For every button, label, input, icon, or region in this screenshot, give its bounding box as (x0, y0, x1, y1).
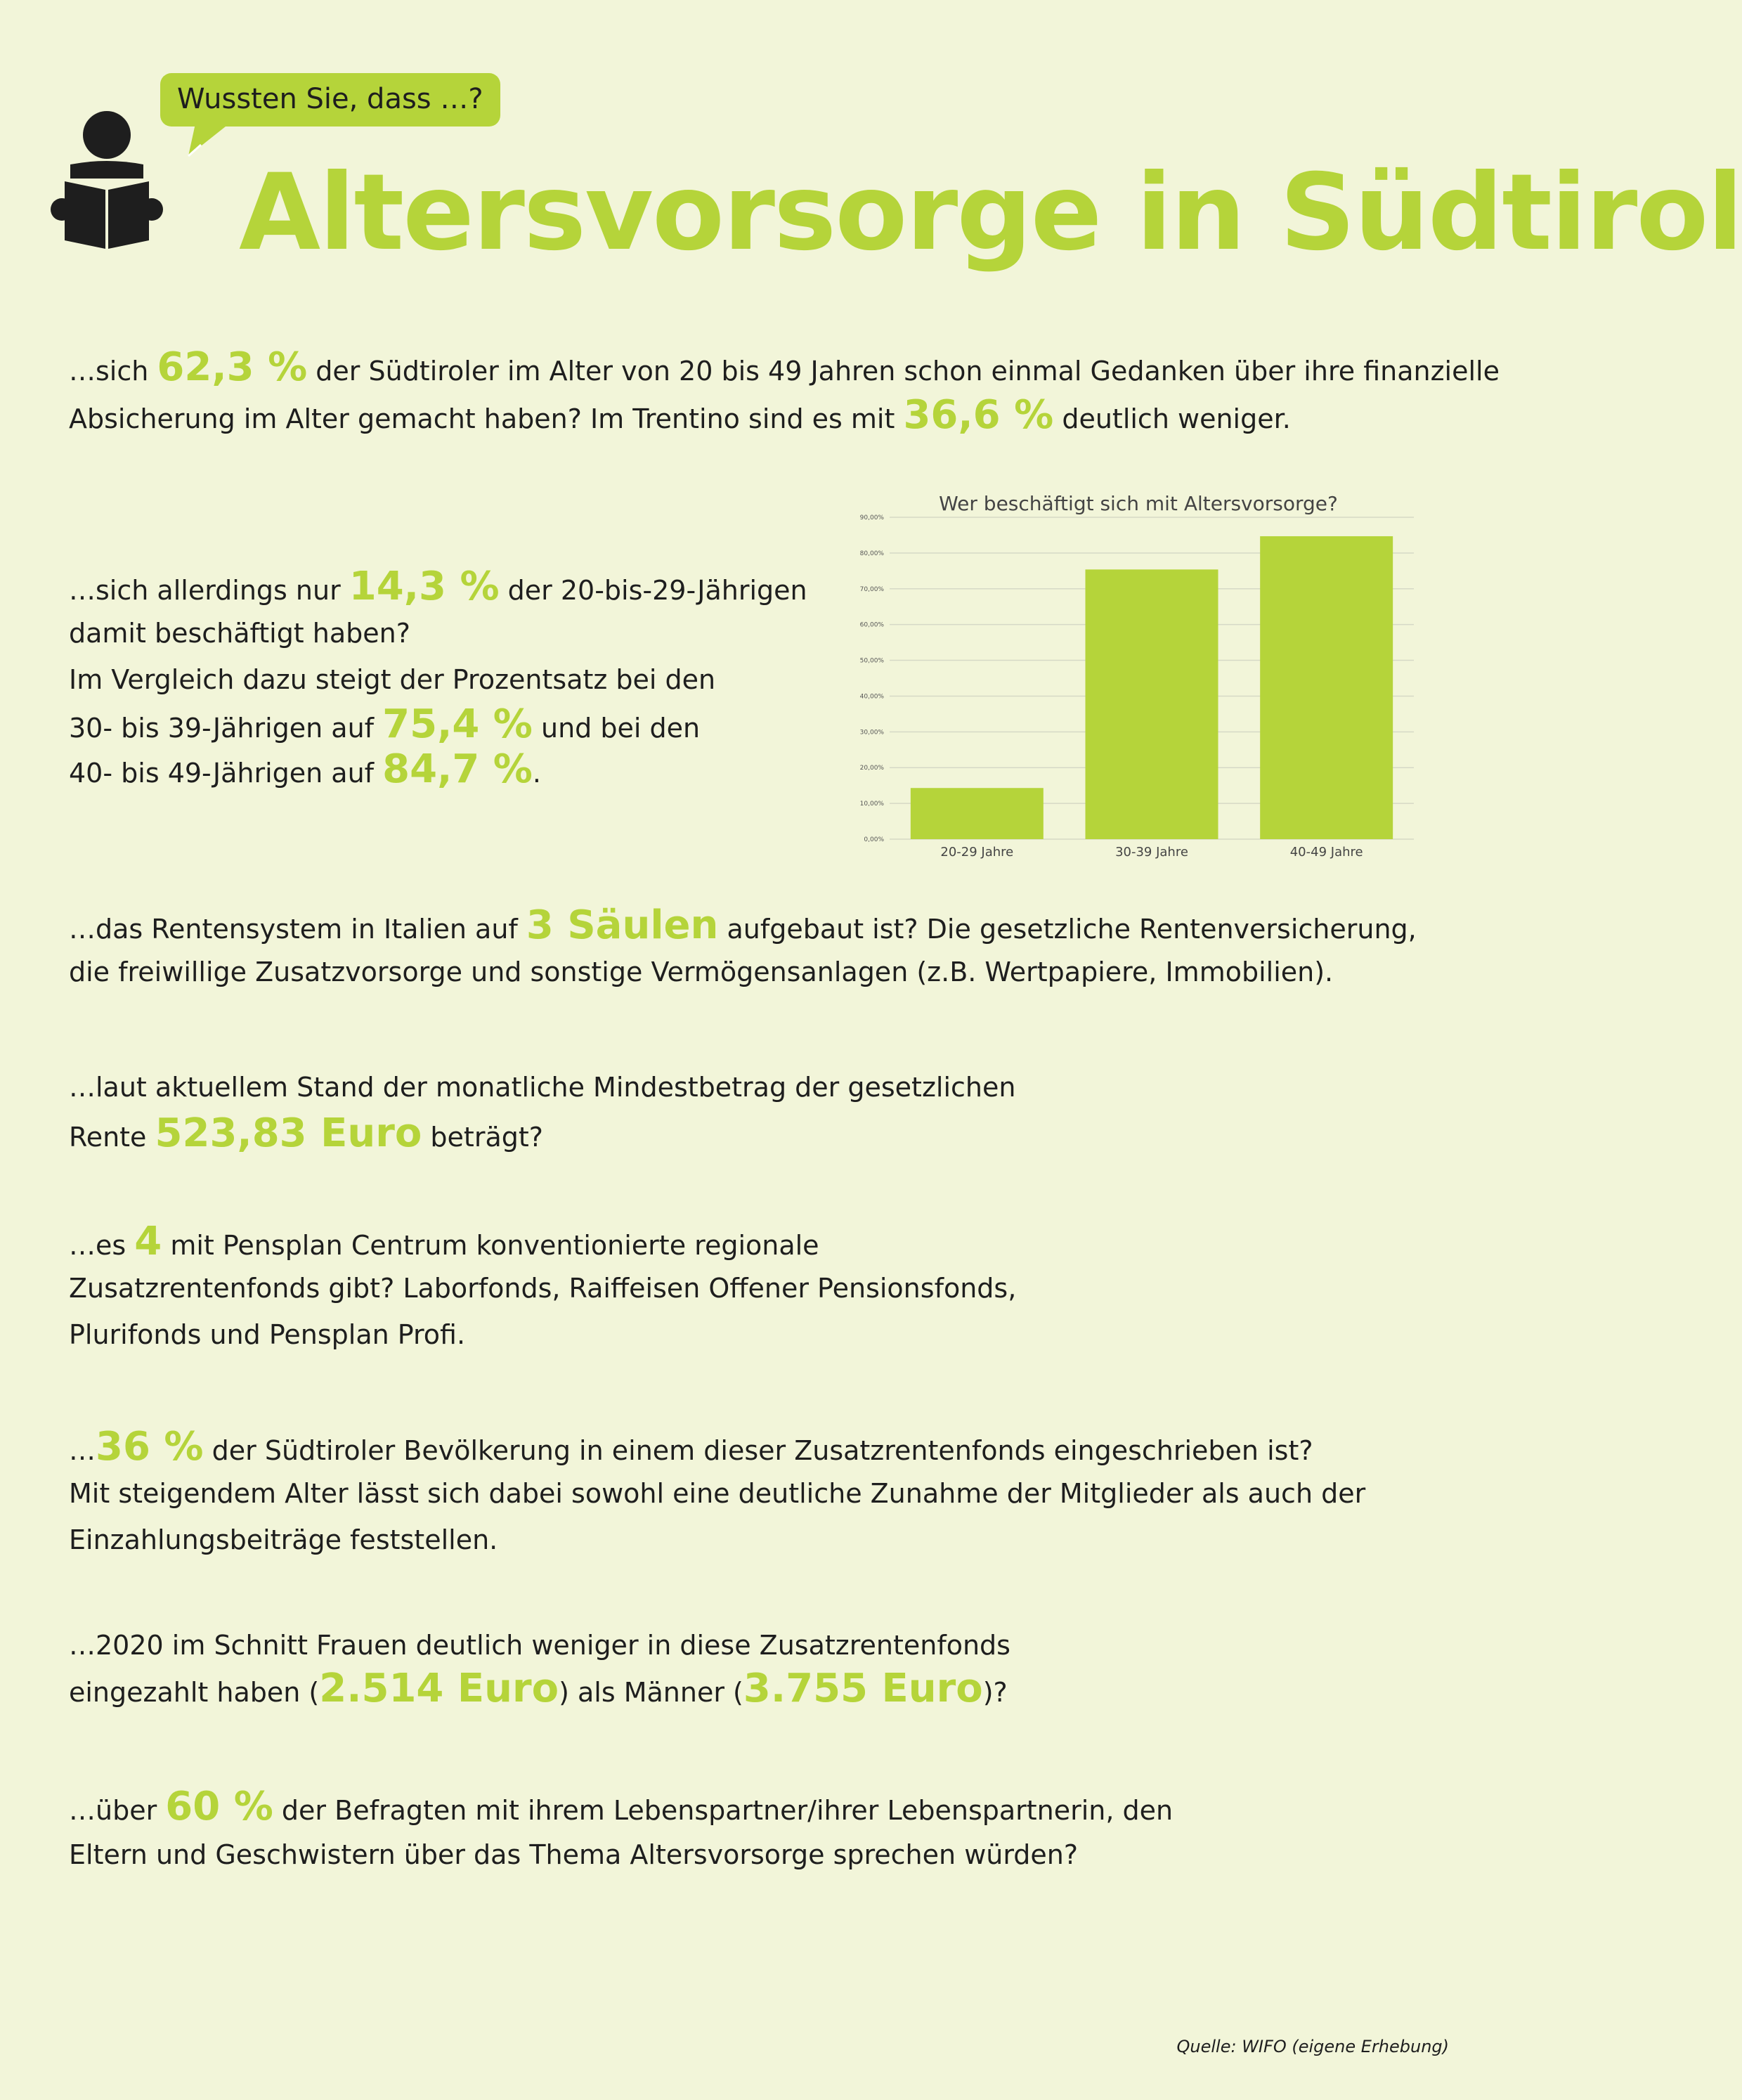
highlight-value: 36,6 % (903, 392, 1054, 438)
y-tick-label: 80,00% (859, 550, 884, 557)
highlight-value: 523,83 Euro (155, 1110, 422, 1156)
fact-1-line-2: Absicherung im Alter gemacht haben? Im Trentino sind es mit 36,6 % deutlich weniger. (69, 392, 1291, 438)
fact-8-line-2: Eltern und Geschwistern über das Thema Altersvorsorge sprechen würden? (69, 1839, 1079, 1870)
fact-5-line-2: Zusatzrentenfonds gibt? Laborfonds, Raiffeisen Offener Pensionsfonds, (69, 1273, 1017, 1304)
fact-8-line-1: …über 60 % der Befragten mit ihrem Lebenspartner/ihrer Lebenspartnerin, den (69, 1784, 1174, 1829)
bubble-text: Wussten Sie, dass …? (160, 73, 500, 127)
bar-20-29-jahre (911, 788, 1044, 839)
fact-5-line-1: …es 4 mit Pensplan Centrum konventionierte regionale (69, 1219, 819, 1264)
fact-6-line-1: …36 % der Südtiroler Bevölkerung in einem dieser Zusatzrentenfonds eingeschrieben ist? (69, 1424, 1313, 1470)
speech-bubble-tail (187, 124, 236, 156)
fact-2-line-5: 40- bis 49-Jährigen auf 84,7 %. (69, 746, 542, 792)
bar-40-49-jahre (1260, 536, 1393, 839)
highlight-value: 14,3 % (349, 564, 500, 609)
fact-7-line-1: …2020 im Schnitt Frauen deutlich weniger in diese Zusatzrentenfonds (69, 1630, 1010, 1661)
highlight-value: 3 Säulen (526, 902, 719, 948)
fact-1-line-1: …sich 62,3 % der Südtiroler im Alter von 20 bis 49 Jahren schon einmal Gedanken über ihre finanzielle (69, 344, 1500, 390)
reader-icon (51, 111, 163, 252)
fact-3-line-2: die freiwillige Zusatzvorsorge und sonstige Vermögensanlagen (z.B. Wertpapiere, Immobilien). (69, 957, 1334, 987)
bar-30-39-jahre (1086, 569, 1218, 839)
fact-4-line-1: …laut aktuellem Stand der monatliche Mindestbetrag der gesetzlichen (69, 1072, 1016, 1103)
highlight-value: 60 % (165, 1784, 273, 1829)
highlight-value: 3.755 Euro (743, 1666, 983, 1711)
fact-2-line-2: damit beschäftigt haben? (69, 618, 410, 649)
fact-6-line-2: Mit steigendem Alter lässt sich dabei sowohl eine deutliche Zunahme der Mitglieder als auch der (69, 1478, 1366, 1509)
chart-title: Wer beschäftigt sich mit Altersvorsorge? (939, 492, 1338, 515)
bar-chart (836, 485, 1426, 864)
chart-bars (911, 536, 1393, 839)
chart-x-labels (940, 845, 1363, 860)
highlight-value: 2.514 Euro (319, 1666, 559, 1711)
highlight-value: 75,4 % (382, 701, 533, 747)
y-tick-label: 30,00% (859, 729, 884, 737)
y-tick-label: 50,00% (859, 657, 884, 665)
highlight-value: 4 (134, 1219, 162, 1264)
fact-6-line-3: Einzahlungsbeiträge feststellen. (69, 1524, 498, 1555)
fact-5-line-3: Plurifonds und Pensplan Profi. (69, 1319, 466, 1350)
y-tick-label: 90,00% (859, 514, 884, 521)
y-tick-label: 70,00% (859, 585, 884, 593)
speech-bubble (160, 73, 500, 127)
y-tick-label: 40,00% (859, 693, 884, 701)
x-tick-label: 40-49 Jahre (1289, 845, 1363, 860)
fact-4-line-2: Rente 523,83 Euro beträgt? (69, 1110, 543, 1156)
y-tick-label: 60,00% (859, 621, 884, 629)
fact-7-line-2: eingezahlt haben (2.514 Euro) als Männer (3.755 Euro)? (69, 1666, 1008, 1711)
chart-y-ticks (860, 514, 885, 843)
x-tick-label: 20-29 Jahre (940, 845, 1014, 860)
highlight-value: 36 % (96, 1424, 204, 1470)
fact-2-line-1: …sich allerdings nur 14,3 % der 20-bis-29-Jährigen (69, 564, 807, 609)
y-tick-label: 10,00% (859, 801, 884, 808)
highlight-value: 84,7 % (382, 746, 533, 792)
source-note: Quelle: WIFO (eigene Erhebung) (1176, 2037, 1449, 2056)
fact-2-line-4: 30- bis 39-Jährigen auf 75,4 % und bei den (69, 701, 701, 747)
page-title: Altersvorsorge in Südtirol (239, 152, 1742, 274)
y-tick-label: 0,00% (864, 836, 884, 843)
y-tick-label: 20,00% (859, 765, 884, 772)
fact-2-line-3: Im Vergleich dazu steigt der Prozentsatz bei den (69, 664, 716, 695)
highlight-value: 62,3 % (157, 344, 308, 390)
fact-3-line-1: …das Rentensystem in Italien auf 3 Säulen aufgebaut ist? Die gesetzliche Rentenversicherung, (69, 902, 1417, 948)
x-tick-label: 30-39 Jahre (1115, 845, 1188, 860)
